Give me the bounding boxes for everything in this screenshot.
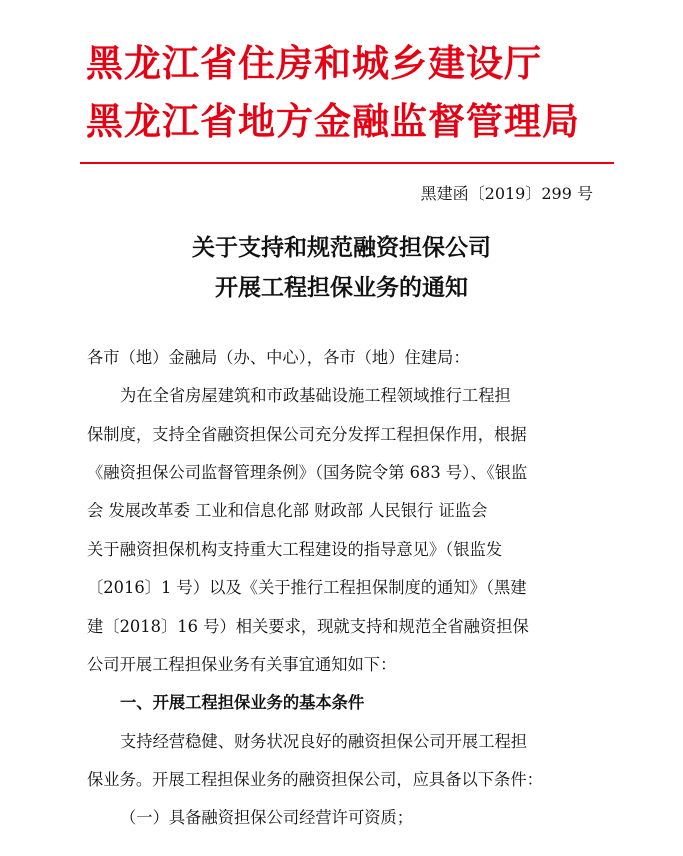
paragraph-line: 建〔2018〕16 号）相关要求，现就支持和规范全省融资担保 xyxy=(87,617,529,636)
list-item: （一）具备融资担保公司经营许可资质； xyxy=(120,808,414,827)
paragraph-line: 关于融资担保机构支持重大工程建设的指导意见》（银监发 xyxy=(87,540,503,559)
issuer-title-finance-bureau: 黑龙江省地方金融监督管理局 xyxy=(86,100,580,143)
document-number: 黑建函〔2019〕299 号 xyxy=(420,184,593,203)
paragraph-line: 〔2016〕1 号）以及《关于推行工程担保制度的通知》（黑建 xyxy=(87,578,527,597)
section-heading: 一、开展工程担保业务的基本条件 xyxy=(120,693,365,712)
paragraph-line: 支持经营稳健、财务状况良好的融资担保公司开展工程担 xyxy=(120,732,528,751)
paragraph-line: 保制度，支持全省融资担保公司充分发挥工程担保作用，根据 xyxy=(87,425,527,444)
paragraph-line: 会 发展改革委 工业和信息化部 财政部 人民银行 证监会 xyxy=(87,501,488,520)
red-divider-line xyxy=(80,162,614,164)
salutation: 各市（地）金融局（办、中心），各市（地）住建局： xyxy=(87,348,470,367)
notice-title-line-2: 开展工程担保业务的通知 xyxy=(215,275,468,301)
paragraph-line: 《融资担保公司监督管理条例》（国务院令第 683 号）、《银监 xyxy=(87,463,528,482)
paragraph-line: 保业务。开展工程担保业务的融资担保公司，应具备以下条件： xyxy=(87,770,543,789)
paragraph-line: 为在全省房屋建筑和市政基础设施工程领域推行工程担 xyxy=(120,386,511,405)
paragraph-line: 公司开展工程担保业务有关事宜通知如下： xyxy=(87,655,397,674)
issuer-title-housing-department: 黑龙江省住房和城乡建设厅 xyxy=(86,42,542,85)
notice-title-line-1: 关于支持和规范融资担保公司 xyxy=(192,235,491,261)
